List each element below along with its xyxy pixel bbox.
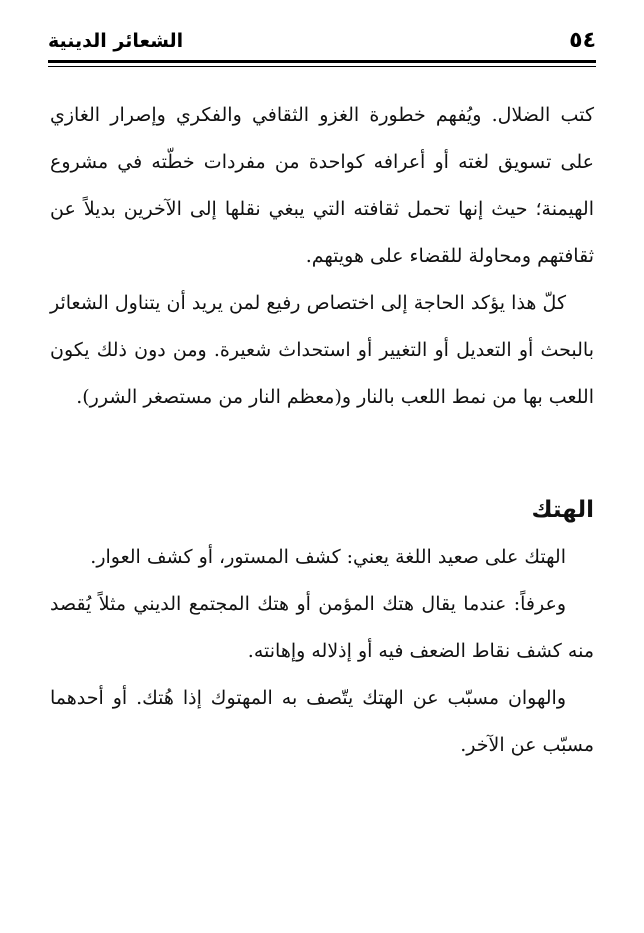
section-heading: الهتك <box>531 497 594 523</box>
page-body <box>50 92 594 769</box>
body-paragraph: والهوان مسبّب عن الهتك يتّصف به المهتوك إذا هُتك. أو أحدهما مسبّب عن الآخر. <box>50 687 594 756</box>
running-title: الشعائر الدينية <box>48 30 184 52</box>
header-rule-thick <box>48 60 596 63</box>
body-paragraph: وعرفاً: عندما يقال هتك المؤمن أو هتك المجتمع الديني مثلاً يُقصد منه كشف نقاط الضعف فيه أو إذلاله وإهانته. <box>50 593 594 662</box>
header-rule-thin <box>48 66 596 67</box>
page-number: ٥٤ <box>569 28 596 53</box>
body-paragraph: الهتك على صعيد اللغة يعني: كشف المستور، أو كشف العوار. <box>90 546 566 568</box>
body-paragraph: كلّ هذا يؤكد الحاجة إلى اختصاص رفيع لمن يريد أن يتناول الشعائر بالبحث أو التعديل أو التغيير أو استحداث شعيرة. ومن دون ذلك يكون اللعب بها من نمط اللعب بالنار و(معظم النار من مستصغر الشرر). <box>50 292 594 408</box>
page-header <box>48 26 596 56</box>
body-paragraph: كتب الضلال. ويُفهم خطورة الغزو الثقافي والفكري وإصرار الغازي على تسويق لغته أو أعرافه كواحدة من مفردات خطّته في مشروع الهيمنة؛ حيث إنها تحمل ثقافته التي يبغي نقلها إلى الآخرين بديلاً عن ثقافتهم ومحاولة للقضاء على هويتهم. <box>50 104 594 267</box>
